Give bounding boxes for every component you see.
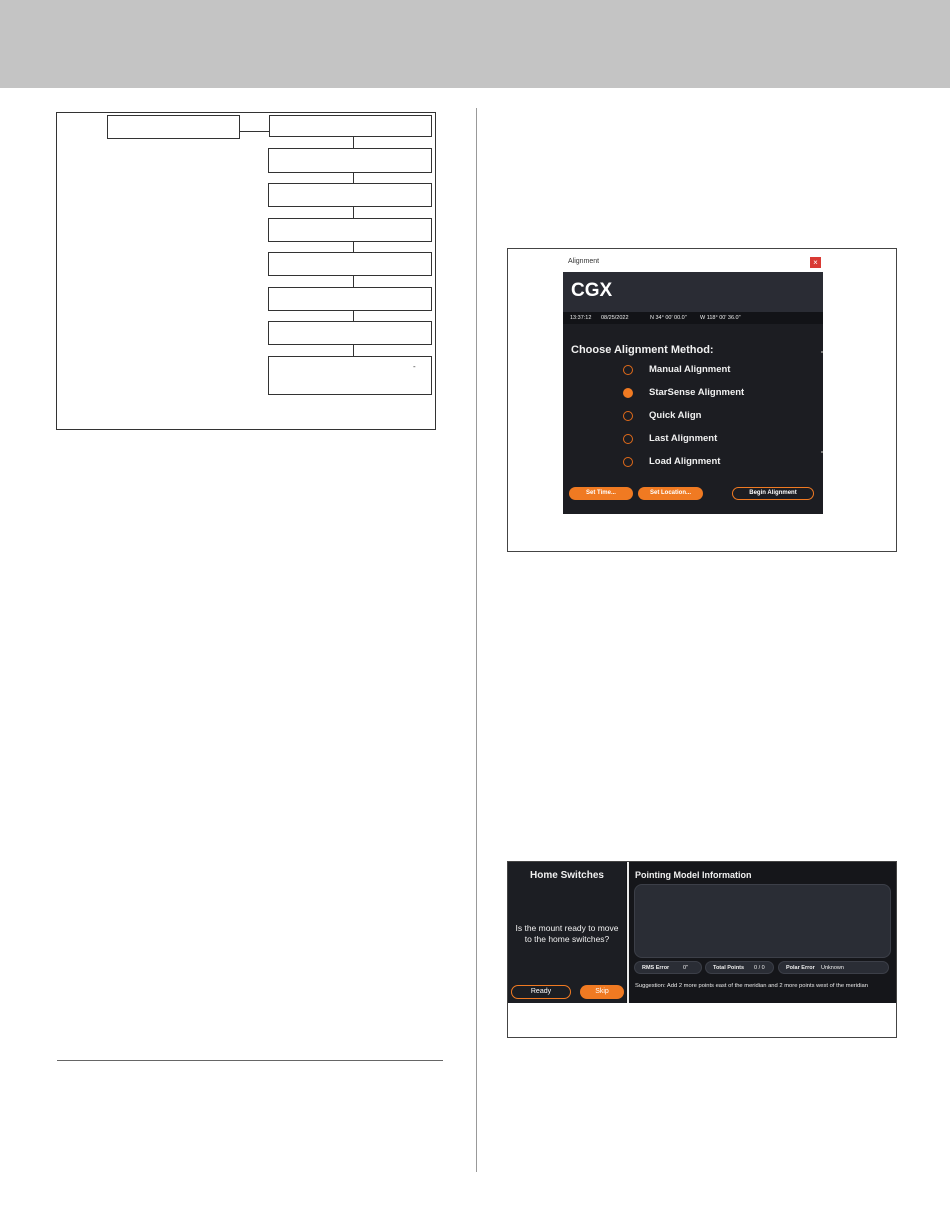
set-location-button[interactable]: Set Location...	[638, 487, 703, 500]
header-band	[0, 0, 950, 88]
menu-tree-connector	[353, 137, 354, 148]
radio-selected-icon[interactable]	[623, 388, 633, 398]
home-switches-panel	[508, 862, 896, 1003]
alignment-method-heading: Choose Alignment Method:	[571, 344, 714, 356]
home-switches-question: Is the mount ready to move to the home switches?	[515, 923, 619, 944]
window-title: Alignment	[568, 258, 600, 265]
menu-tree-connector	[353, 207, 354, 218]
scroll-edge-mark	[821, 451, 823, 453]
suggestion-text: Suggestion: Add 2 more points east of the meridian and 2 more points west of the meridian	[635, 983, 868, 989]
home-switches-title: Home Switches	[530, 870, 604, 881]
menu-tree-connector	[353, 345, 354, 356]
total-points-value: 0 / 0	[754, 965, 765, 971]
rms-error-value: 0"	[683, 965, 689, 971]
begin-alignment-button[interactable]: Begin Alignment	[732, 487, 814, 500]
total-points-label: Total Points	[713, 965, 745, 971]
polar-error-badge	[778, 961, 889, 974]
total-points-badge	[705, 961, 774, 974]
device-name: CGX	[571, 280, 613, 301]
menu-tree-connector	[353, 276, 354, 287]
menu-tree-connector	[353, 173, 354, 183]
option-label: Load Alignment	[649, 456, 721, 467]
column-divider	[476, 108, 477, 1172]
menu-tree-item-box	[268, 356, 432, 395]
date-readout: 08/25/2022	[601, 315, 629, 321]
menu-tree-item-box	[269, 115, 432, 137]
status-bar	[563, 312, 823, 324]
longitude-readout: W 118° 00' 36.0"	[700, 315, 741, 321]
menu-tree-item-box	[268, 252, 432, 276]
menu-tree-item-box	[268, 148, 432, 173]
device-header	[563, 272, 823, 312]
menu-tree-item-box	[268, 183, 432, 207]
menu-tree-item-box	[268, 321, 432, 345]
latitude-readout: N 34° 00' 00.0"	[650, 315, 687, 321]
menu-tree-item-box	[268, 287, 432, 311]
menu-tree-item-box	[268, 218, 432, 242]
alignment-window	[563, 254, 823, 514]
skip-button[interactable]: Skip	[580, 985, 624, 999]
menu-tree-mark: -	[413, 362, 416, 371]
option-label: Manual Alignment	[649, 364, 731, 375]
rms-error-label: RMS Error	[642, 965, 670, 971]
menu-tree-connector	[353, 242, 354, 252]
radio-icon[interactable]	[623, 457, 633, 467]
rms-error-badge	[634, 961, 702, 974]
ready-button[interactable]: Ready	[511, 985, 571, 999]
option-label: Last Alignment	[649, 433, 718, 444]
pointing-model-display	[634, 884, 891, 958]
window-titlebar	[563, 254, 823, 273]
close-icon[interactable]: ×	[810, 257, 821, 268]
radio-icon[interactable]	[623, 365, 633, 375]
radio-icon[interactable]	[623, 434, 633, 444]
menu-tree-connector	[353, 311, 354, 321]
pointing-model-title: Pointing Model Information	[635, 870, 752, 880]
footnote-rule	[57, 1060, 443, 1061]
option-label: StarSense Alignment	[649, 387, 745, 398]
pointing-model-pane	[629, 862, 896, 1003]
radio-icon[interactable]	[623, 411, 633, 421]
time-readout: 13:37:12	[570, 315, 592, 321]
scroll-edge-mark	[821, 351, 823, 353]
home-switches-pane	[508, 862, 626, 1003]
menu-tree-connector	[240, 131, 269, 132]
polar-error-label: Polar Error	[786, 965, 815, 971]
option-label: Quick Align	[649, 410, 702, 421]
set-time-button[interactable]: Set Time...	[569, 487, 633, 500]
polar-error-value: Unknown	[821, 965, 844, 971]
menu-tree-root-box	[107, 115, 240, 139]
